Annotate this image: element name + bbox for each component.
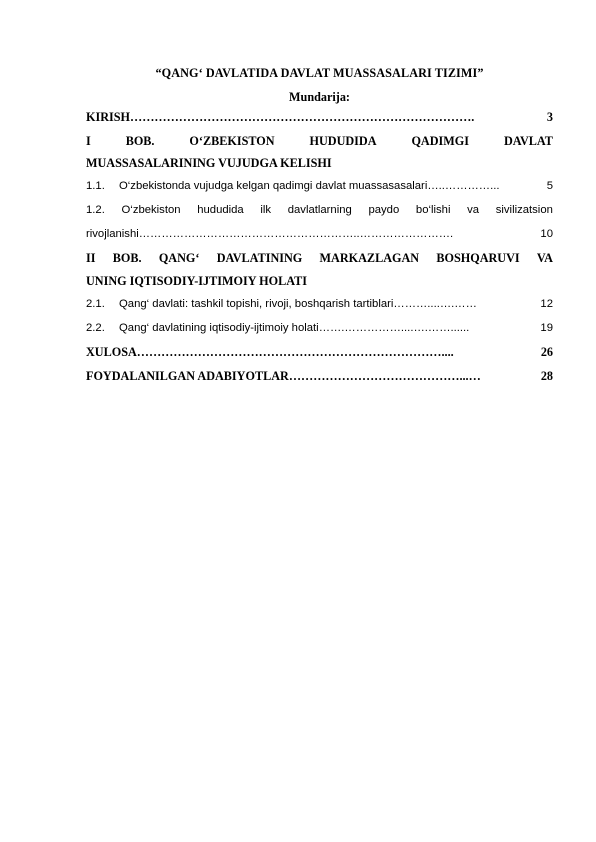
chapter-word: HUDUDIDA bbox=[309, 134, 377, 148]
toc-entry-1-1[interactable] bbox=[86, 177, 553, 195]
section-word: O‘zbekiston bbox=[121, 204, 181, 216]
section-title-continued: rivojlanishi bbox=[86, 228, 139, 240]
section-number: 1.2. bbox=[86, 204, 105, 216]
section-word: hududida bbox=[197, 204, 244, 216]
toc-chapter-2-line2[interactable]: UNING IQTISODIY-IJTIMOIY HOLATI bbox=[86, 274, 307, 288]
section-number: 2.1. bbox=[86, 298, 105, 310]
section-number: 1.1. bbox=[86, 180, 105, 192]
toc-entry-conclusion[interactable] bbox=[86, 343, 553, 361]
document-title: “QANG‘ DAVLATIDA DAVLAT MUASSASALARI TIZIMI” bbox=[155, 66, 484, 80]
section-title: Qang‘ davlatining iqtisodiy-ijtimoiy holati bbox=[119, 322, 319, 334]
chapter-word: BOB. bbox=[125, 134, 155, 148]
section-number: 2.2. bbox=[86, 322, 105, 334]
chapter-word: DAVLAT bbox=[503, 134, 553, 148]
toc-leader-dots: …………………………………………………..……………………. bbox=[138, 228, 454, 240]
chapter-word: QANG‘ bbox=[158, 251, 200, 265]
toc-entry-1-2-line1[interactable] bbox=[86, 201, 553, 219]
toc-page-number: 26 bbox=[540, 345, 553, 359]
toc-entry-intro[interactable] bbox=[86, 108, 553, 126]
toc-chapter-1-line2[interactable]: MUASSASALARINING VUJUDGA KELISHI bbox=[86, 156, 332, 170]
toc-leader-dots: ………………………………………………………………….... bbox=[136, 345, 454, 359]
toc-page-number: 3 bbox=[546, 110, 553, 124]
section-word: sivilizatsion bbox=[495, 204, 553, 216]
chapter-word: O‘ZBEKISTON bbox=[189, 134, 275, 148]
toc-chapter-1-line1[interactable] bbox=[86, 132, 553, 150]
section-word: bo‘lishi bbox=[415, 204, 451, 216]
chapter-word: I bbox=[86, 134, 91, 148]
chapter-word: BOSHQARUVI bbox=[436, 251, 520, 265]
toc-entry-1-2-line2[interactable] bbox=[86, 225, 553, 243]
toc-page-number: 5 bbox=[546, 180, 553, 192]
toc-leader-dots: …….……………....….……...... bbox=[318, 322, 470, 334]
toc-page-number: 10 bbox=[540, 228, 553, 240]
chapter-word: BOB. bbox=[112, 251, 142, 265]
toc-page-number: 12 bbox=[540, 298, 553, 310]
toc-entry-label: FOYDALANILGAN ADABIYOTLAR bbox=[86, 369, 289, 383]
section-word: ilk bbox=[260, 204, 272, 216]
toc-entry-2-2[interactable] bbox=[86, 319, 553, 337]
toc-heading: Mundarija: bbox=[289, 90, 350, 104]
toc-entry-2-1[interactable] bbox=[86, 295, 553, 313]
chapter-word: VA bbox=[536, 251, 553, 265]
toc-leader-dots: …………………………………………………………………………. bbox=[130, 110, 475, 124]
toc-page-number: 28 bbox=[540, 369, 553, 383]
toc-page-number: 19 bbox=[540, 322, 553, 334]
toc-entry-label: XULOSA bbox=[86, 345, 137, 359]
section-word: va bbox=[467, 204, 480, 216]
section-word: davlatlarning bbox=[287, 204, 352, 216]
section-title: O‘zbekistonda vujudga kelgan qadimgi davlat muassasasalari bbox=[119, 180, 428, 192]
chapter-word: QADIMGI bbox=[411, 134, 470, 148]
chapter-word: II bbox=[86, 251, 96, 265]
chapter-word: MARKAZLAGAN bbox=[319, 251, 420, 265]
toc-leader-dots: …..…………... bbox=[427, 180, 500, 192]
chapter-word: DAVLATINING bbox=[216, 251, 303, 265]
section-word: paydo bbox=[368, 204, 400, 216]
toc-entry-label: KIRISH bbox=[86, 110, 131, 124]
toc-leader-dots: ………....….…… bbox=[393, 298, 477, 310]
toc-entry-bibliography[interactable] bbox=[86, 367, 553, 385]
toc-chapter-2-line1[interactable] bbox=[86, 249, 553, 267]
section-title: Qang‘ davlati: tashkil topishi, rivoji, boshqarish tartiblari bbox=[119, 298, 394, 310]
toc-leader-dots: ……………………………………...… bbox=[288, 369, 481, 383]
